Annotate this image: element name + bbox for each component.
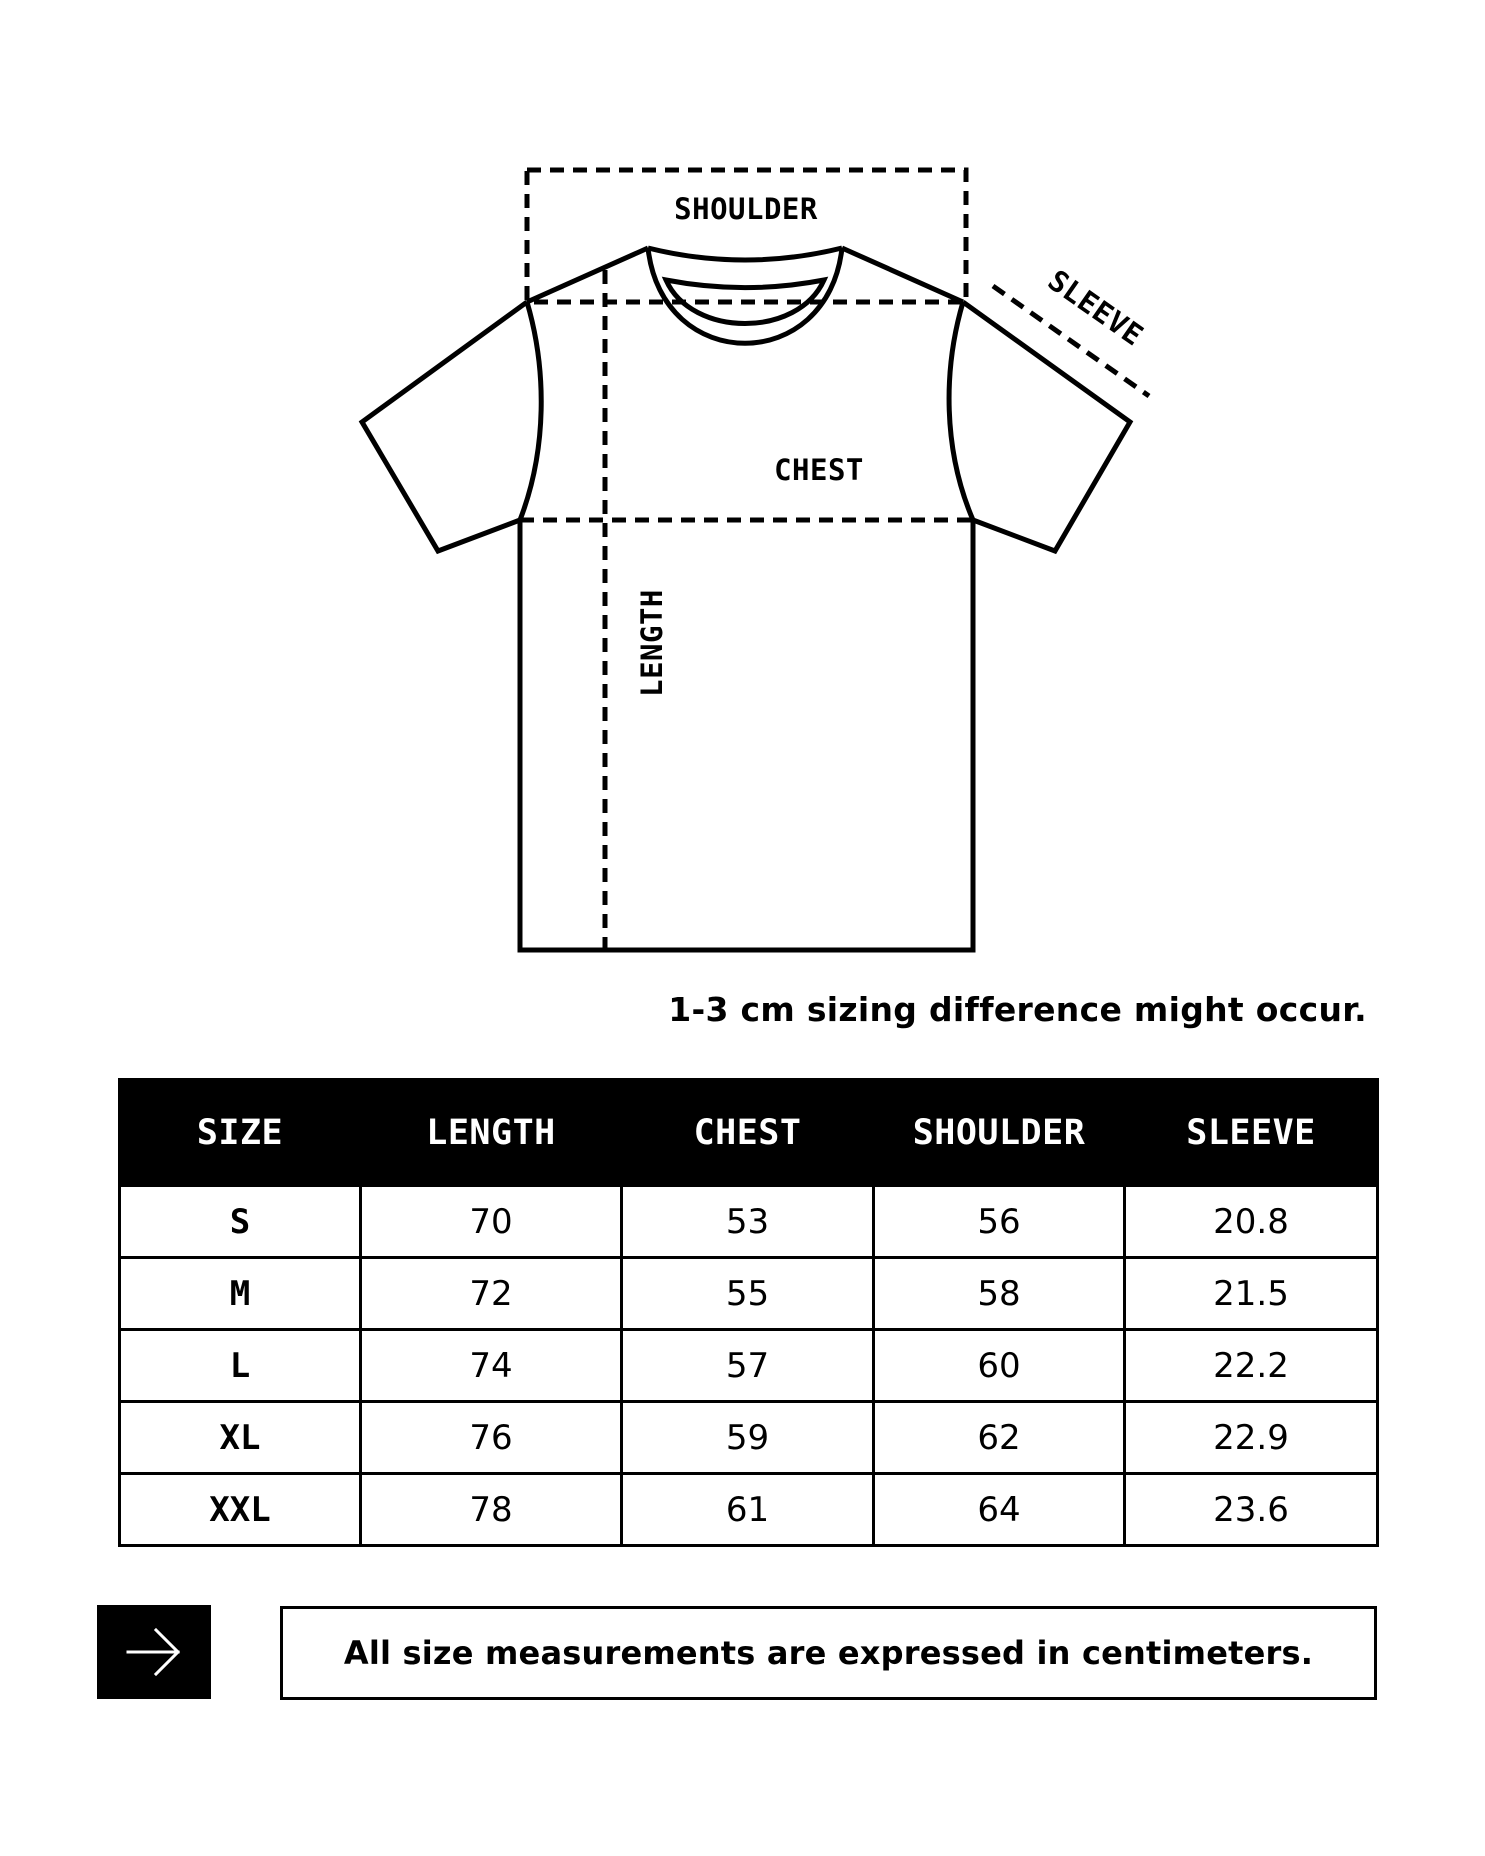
left-shoulder-line — [527, 248, 648, 302]
sizing-note: 1-3 cm sizing difference might occur. — [668, 990, 1367, 1029]
sleeve-cell: 21.5 — [1125, 1258, 1378, 1330]
length-cell: 72 — [361, 1258, 622, 1330]
sleeve-cell: 23.6 — [1125, 1474, 1378, 1546]
collar-outer — [648, 248, 842, 260]
shoulder-cell: 58 — [874, 1258, 1125, 1330]
size-table — [118, 1078, 1379, 1547]
length-cell: 76 — [361, 1402, 622, 1474]
chest-label: CHEST — [774, 453, 864, 487]
left-armhole — [520, 302, 541, 520]
shoulder-cell: 62 — [874, 1402, 1125, 1474]
right-armhole — [949, 302, 973, 520]
chest-cell: 61 — [622, 1474, 874, 1546]
shoulder-label: SHOULDER — [674, 192, 818, 226]
header-chest: CHEST — [622, 1080, 874, 1186]
chest-cell: 53 — [622, 1186, 874, 1258]
chest-cell: 57 — [622, 1330, 874, 1402]
right-shoulder-line — [842, 248, 963, 302]
header-shoulder: SHOULDER — [874, 1080, 1125, 1186]
size-cell: XL — [120, 1402, 361, 1474]
sleeve-cell: 22.2 — [1125, 1330, 1378, 1402]
length-cell: 74 — [361, 1330, 622, 1402]
shoulder-cell: 64 — [874, 1474, 1125, 1546]
size-cell: XXL — [120, 1474, 361, 1546]
length-cell: 78 — [361, 1474, 622, 1546]
sleeve-label: SLEEVE — [1041, 262, 1150, 353]
size-cell: S — [120, 1186, 361, 1258]
table-row — [120, 1330, 1378, 1402]
size-cell: L — [120, 1330, 361, 1402]
table-row — [120, 1402, 1378, 1474]
shoulder-measure-box — [527, 170, 966, 302]
shoulder-cell: 60 — [874, 1330, 1125, 1402]
header-size: SIZE — [120, 1080, 361, 1186]
header-sleeve: SLEEVE — [1125, 1080, 1378, 1186]
sleeve-cell: 22.9 — [1125, 1402, 1378, 1474]
length-cell: 70 — [361, 1186, 622, 1258]
arrow-box — [97, 1605, 211, 1699]
table-header-row — [120, 1080, 1378, 1186]
measurement-info-text: All size measurements are expressed in centimeters. — [343, 1634, 1314, 1672]
right-sleeve — [963, 302, 1130, 551]
length-label: LENGTH — [635, 589, 669, 697]
left-sleeve — [362, 302, 527, 551]
table-row — [120, 1186, 1378, 1258]
table-row — [120, 1258, 1378, 1330]
shoulder-cell: 56 — [874, 1186, 1125, 1258]
chest-cell: 55 — [622, 1258, 874, 1330]
measurement-info-box — [280, 1606, 1377, 1700]
header-length: LENGTH — [361, 1080, 622, 1186]
chest-cell: 59 — [622, 1402, 874, 1474]
sleeve-cell: 20.8 — [1125, 1186, 1378, 1258]
arrow-right-icon — [124, 1626, 184, 1678]
table-row — [120, 1474, 1378, 1546]
size-cell: M — [120, 1258, 361, 1330]
tshirt-outline — [520, 520, 973, 950]
